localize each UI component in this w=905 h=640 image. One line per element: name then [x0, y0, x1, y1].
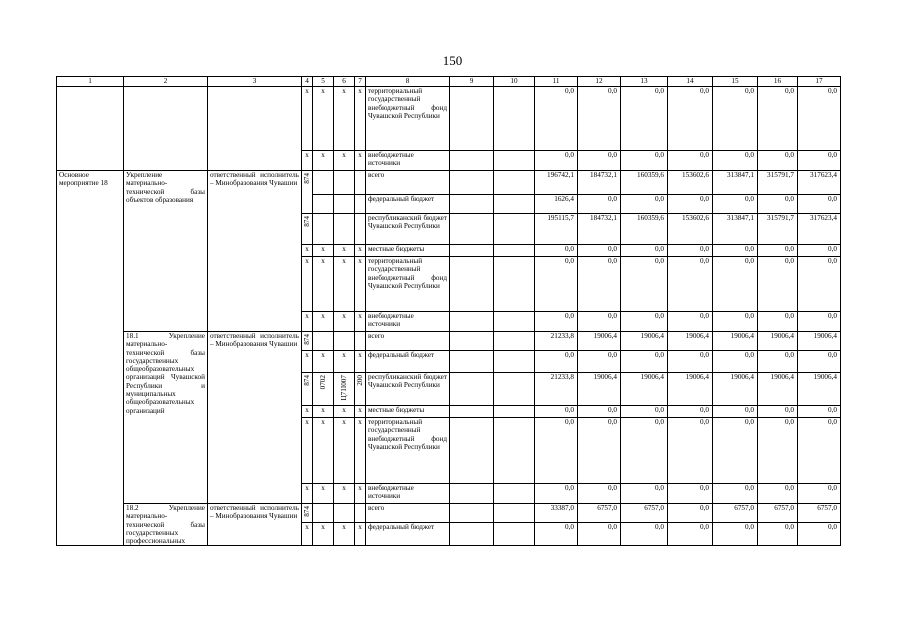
empty-cell	[494, 351, 535, 373]
value-cell: 196742,1	[535, 171, 578, 195]
value-cell: 0,0	[713, 523, 758, 546]
header-row	[57, 77, 841, 87]
value-cell: 0,0	[535, 351, 578, 373]
value-cell: 0,0	[535, 418, 578, 484]
code-cell	[355, 504, 366, 523]
funding-source-cell: федеральный бюджет	[366, 351, 450, 373]
executor-cell: ответственный исполнитель – Минобразования Чувашии	[208, 332, 302, 504]
code-cell	[302, 214, 313, 245]
value-cell: 0,0	[713, 351, 758, 373]
value-cell: 0,0	[758, 406, 798, 418]
x-mark-cell: x	[334, 245, 355, 257]
value-cell: 19006,4	[578, 332, 621, 351]
x-mark-cell: x	[355, 245, 366, 257]
value-cell: 0,0	[578, 484, 621, 504]
funding-source-cell: федеральный бюджет	[366, 195, 450, 214]
value-cell: 21233,8	[535, 332, 578, 351]
header-cell: 3	[208, 77, 302, 87]
code-cell	[355, 171, 366, 195]
header-cell: 7	[355, 77, 366, 87]
value-cell: 6757,0	[798, 504, 841, 523]
code-cell	[313, 171, 334, 195]
code-text: 200	[356, 375, 364, 386]
value-cell: 0,0	[798, 87, 841, 151]
x-mark-cell: x	[355, 406, 366, 418]
header-cell: 12	[578, 77, 621, 87]
x-mark-cell: x	[355, 484, 366, 504]
empty-cell	[450, 195, 494, 214]
x-mark-cell: x	[302, 312, 313, 332]
value-cell: 0,0	[668, 406, 713, 418]
funding-source-cell: территориальный государственный внебюджетный фонд Чувашской Республики	[366, 257, 450, 312]
value-cell: 0,0	[621, 484, 668, 504]
x-mark-cell: x	[302, 257, 313, 312]
table-row	[57, 504, 841, 523]
value-cell: 21233,8	[535, 373, 578, 406]
value-cell: 6757,0	[758, 504, 798, 523]
value-cell: 313847,1	[713, 214, 758, 245]
x-mark-cell: x	[313, 312, 334, 332]
x-mark-cell: x	[355, 257, 366, 312]
x-mark-cell: x	[302, 245, 313, 257]
x-mark-cell: x	[313, 151, 334, 171]
value-cell: 0,0	[713, 312, 758, 332]
header-cell: 14	[668, 77, 713, 87]
value-cell: 195115,7	[535, 214, 578, 245]
code-text: 874	[303, 216, 311, 227]
value-cell: 19006,4	[798, 373, 841, 406]
executor-cell	[208, 87, 302, 171]
value-cell: 0,0	[578, 351, 621, 373]
empty-cell	[355, 195, 366, 214]
value-cell: 0,0	[798, 418, 841, 484]
value-cell: 0,0	[758, 523, 798, 546]
value-cell: 0,0	[578, 245, 621, 257]
code-text: 874	[303, 173, 311, 184]
value-cell: 0,0	[798, 523, 841, 546]
value-cell: 0,0	[798, 245, 841, 257]
value-cell: 0,0	[578, 523, 621, 546]
value-cell: 0,0	[668, 312, 713, 332]
value-cell: 184732,1	[578, 171, 621, 195]
empty-cell	[450, 332, 494, 351]
description-cell	[124, 87, 208, 171]
value-cell: 0,0	[535, 312, 578, 332]
funding-source-cell: внебюджетные источники	[366, 151, 450, 171]
x-mark-cell: x	[313, 245, 334, 257]
value-cell: 1626,4	[535, 195, 578, 214]
code-cell	[334, 171, 355, 195]
x-mark-cell: x	[355, 312, 366, 332]
value-cell: 19006,4	[758, 373, 798, 406]
description-cell: 18.1 Укрепление материально-технической базы государственных общеобразовательных организаций Чувашской Республики и муниципальных общеобразовательных организаций	[124, 332, 208, 504]
empty-cell	[450, 257, 494, 312]
header-cell: 6	[334, 77, 355, 87]
header-cell: 8	[366, 77, 450, 87]
x-mark-cell: x	[313, 351, 334, 373]
empty-cell	[494, 418, 535, 484]
empty-cell	[313, 195, 334, 214]
x-mark-cell: x	[302, 87, 313, 151]
value-cell: 0,0	[668, 245, 713, 257]
code-cell	[313, 214, 334, 245]
empty-cell	[450, 214, 494, 245]
empty-cell	[450, 418, 494, 484]
empty-cell	[494, 87, 535, 151]
x-mark-cell: x	[302, 418, 313, 484]
value-cell: 0,0	[578, 312, 621, 332]
value-cell: 153602,6	[668, 214, 713, 245]
x-mark-cell: x	[334, 257, 355, 312]
funding-source-cell: территориальный государственный внебюджетный фонд Чувашской Республики	[366, 87, 450, 151]
table-row	[57, 87, 841, 151]
value-cell: 0,0	[713, 87, 758, 151]
funding-source-cell: всего	[366, 504, 450, 523]
executor-cell: ответственный исполнитель – Минобразования Чувашии	[208, 171, 302, 332]
value-cell: 0,0	[798, 351, 841, 373]
measure-cell: Основное мероприятие 18	[57, 171, 124, 546]
code-cell	[302, 332, 313, 351]
value-cell: 160359,6	[621, 171, 668, 195]
header-cell: 4	[302, 77, 313, 87]
value-cell: 0,0	[798, 312, 841, 332]
empty-cell	[494, 484, 535, 504]
code-cell	[334, 373, 355, 406]
value-cell: 184732,1	[578, 214, 621, 245]
header-cell: 15	[713, 77, 758, 87]
code-cell	[313, 504, 334, 523]
funding-source-cell: территориальный государственный внебюджетный фонд Чувашской Республики	[366, 418, 450, 484]
empty-cell	[450, 504, 494, 523]
value-cell: 0,0	[578, 257, 621, 312]
value-cell: 317623,4	[798, 214, 841, 245]
value-cell: 0,0	[668, 523, 713, 546]
value-cell: 0,0	[798, 195, 841, 214]
code-cell	[302, 504, 313, 523]
value-cell: 0,0	[713, 257, 758, 312]
x-mark-cell: x	[302, 151, 313, 171]
value-cell: 0,0	[798, 406, 841, 418]
value-cell: 0,0	[713, 484, 758, 504]
empty-cell	[450, 484, 494, 504]
value-cell: 0,0	[621, 523, 668, 546]
empty-cell	[450, 351, 494, 373]
header-cell: 16	[758, 77, 798, 87]
value-cell: 19006,4	[713, 373, 758, 406]
code-cell	[313, 332, 334, 351]
value-cell: 0,0	[713, 195, 758, 214]
value-cell: 19006,4	[621, 332, 668, 351]
value-cell: 0,0	[668, 257, 713, 312]
value-cell: 0,0	[535, 245, 578, 257]
value-cell: 0,0	[621, 351, 668, 373]
value-cell: 19006,4	[668, 332, 713, 351]
empty-cell	[450, 312, 494, 332]
code-cell	[334, 504, 355, 523]
value-cell: 0,0	[668, 504, 713, 523]
header-cell: 9	[450, 77, 494, 87]
header-cell: 13	[621, 77, 668, 87]
value-cell: 19006,4	[621, 373, 668, 406]
x-mark-cell: x	[355, 87, 366, 151]
x-mark-cell: x	[313, 484, 334, 504]
header-cell: 2	[124, 77, 208, 87]
value-cell: 0,0	[798, 257, 841, 312]
budget-table	[56, 76, 841, 546]
value-cell: 0,0	[758, 312, 798, 332]
funding-source-cell: местные бюджеты	[366, 245, 450, 257]
value-cell: 0,0	[758, 418, 798, 484]
x-mark-cell: x	[313, 87, 334, 151]
value-cell: 0,0	[621, 87, 668, 151]
value-cell: 315791,7	[758, 171, 798, 195]
value-cell: 19006,4	[668, 373, 713, 406]
header-cell: 10	[494, 77, 535, 87]
value-cell: 19006,4	[578, 373, 621, 406]
page-number: 150	[442, 53, 463, 68]
measure-cell	[57, 87, 124, 171]
x-mark-cell: x	[334, 484, 355, 504]
empty-cell	[494, 504, 535, 523]
x-mark-cell: x	[355, 151, 366, 171]
table-body	[57, 77, 841, 546]
value-cell: 0,0	[713, 418, 758, 484]
value-cell: 0,0	[578, 406, 621, 418]
x-mark-cell: x	[334, 151, 355, 171]
value-cell: 0,0	[578, 195, 621, 214]
value-cell: 313847,1	[713, 171, 758, 195]
description-cell: Укрепление материально-технической базы объектов образования	[124, 171, 208, 332]
value-cell: 0,0	[668, 484, 713, 504]
x-mark-cell: x	[334, 523, 355, 546]
code-cell	[302, 373, 313, 406]
empty-cell	[450, 87, 494, 151]
empty-cell	[450, 245, 494, 257]
value-cell: 0,0	[668, 418, 713, 484]
empty-cell	[494, 523, 535, 546]
value-cell: 0,0	[578, 151, 621, 171]
value-cell: 0,0	[535, 523, 578, 546]
table-row	[57, 332, 841, 351]
x-mark-cell: x	[313, 257, 334, 312]
header-cell: 11	[535, 77, 578, 87]
value-cell: 33387,0	[535, 504, 578, 523]
value-cell: 0,0	[621, 418, 668, 484]
value-cell: 0,0	[668, 87, 713, 151]
empty-cell	[494, 245, 535, 257]
empty-cell	[450, 523, 494, 546]
code-cell	[302, 171, 313, 214]
value-cell: 315791,7	[758, 214, 798, 245]
empty-cell	[450, 171, 494, 195]
value-cell: 0,0	[798, 484, 841, 504]
value-cell: 6757,0	[578, 504, 621, 523]
funding-source-cell: республиканский бюджет Чувашской Республики	[366, 373, 450, 406]
funding-source-cell: всего	[366, 332, 450, 351]
executor-cell: ответственный исполнитель – Минобразования Чувашии	[208, 504, 302, 546]
x-mark-cell: x	[334, 87, 355, 151]
x-mark-cell: x	[302, 351, 313, 373]
code-text: 874	[303, 506, 311, 517]
code-text: 874	[303, 375, 311, 386]
funding-source-cell: внебюджетные источники	[366, 484, 450, 504]
x-mark-cell: x	[355, 351, 366, 373]
value-cell: 0,0	[621, 195, 668, 214]
value-cell: 0,0	[758, 195, 798, 214]
value-cell: 0,0	[535, 406, 578, 418]
value-cell: 0,0	[713, 151, 758, 171]
value-cell: 19006,4	[713, 332, 758, 351]
value-cell: 6757,0	[713, 504, 758, 523]
funding-source-cell: республиканский бюджет Чувашской Республики	[366, 214, 450, 245]
value-cell: 0,0	[798, 151, 841, 171]
value-cell: 0,0	[621, 151, 668, 171]
table-row	[57, 171, 841, 195]
x-mark-cell: x	[313, 406, 334, 418]
header-cell: 17	[798, 77, 841, 87]
empty-cell	[450, 151, 494, 171]
value-cell: 19006,4	[798, 332, 841, 351]
value-cell: 0,0	[621, 257, 668, 312]
empty-cell	[494, 257, 535, 312]
value-cell: 0,0	[758, 351, 798, 373]
value-cell: 0,0	[621, 406, 668, 418]
value-cell: 0,0	[535, 87, 578, 151]
value-cell: 160359,6	[621, 214, 668, 245]
x-mark-cell: x	[334, 351, 355, 373]
x-mark-cell: x	[334, 418, 355, 484]
value-cell: 0,0	[713, 245, 758, 257]
empty-cell	[494, 312, 535, 332]
funding-source-cell: всего	[366, 171, 450, 195]
value-cell: 0,0	[535, 151, 578, 171]
x-mark-cell: x	[334, 312, 355, 332]
value-cell: 6757,0	[621, 504, 668, 523]
x-mark-cell: x	[302, 406, 313, 418]
description-cell: 18.2 Укрепление материально-технической базы государственных профессиональных	[124, 504, 208, 546]
empty-cell	[494, 332, 535, 351]
header-cell: 5	[313, 77, 334, 87]
empty-cell	[334, 195, 355, 214]
value-cell: 0,0	[668, 195, 713, 214]
x-mark-cell: x	[355, 523, 366, 546]
value-cell: 0,0	[621, 245, 668, 257]
value-cell: 0,0	[758, 245, 798, 257]
value-cell: 0,0	[758, 151, 798, 171]
value-cell: 0,0	[535, 484, 578, 504]
code-cell	[334, 214, 355, 245]
value-cell: 0,0	[668, 151, 713, 171]
code-cell	[355, 332, 366, 351]
x-mark-cell: x	[313, 523, 334, 546]
value-cell: 153602,6	[668, 171, 713, 195]
value-cell: 0,0	[758, 257, 798, 312]
empty-cell	[494, 195, 535, 214]
code-text: Ц71I007	[340, 375, 348, 401]
value-cell: 0,0	[535, 257, 578, 312]
empty-cell	[450, 373, 494, 406]
value-cell: 0,0	[668, 351, 713, 373]
empty-cell	[494, 214, 535, 245]
x-mark-cell: x	[313, 418, 334, 484]
code-text: 874	[303, 334, 311, 345]
value-cell: 0,0	[758, 484, 798, 504]
x-mark-cell: x	[302, 484, 313, 504]
funding-source-cell: местные бюджеты	[366, 406, 450, 418]
code-cell	[355, 214, 366, 245]
code-cell	[355, 373, 366, 406]
x-mark-cell: x	[302, 523, 313, 546]
value-cell: 0,0	[758, 87, 798, 151]
code-cell	[334, 332, 355, 351]
code-cell	[313, 373, 334, 406]
value-cell: 0,0	[578, 418, 621, 484]
empty-cell	[494, 151, 535, 171]
value-cell: 0,0	[621, 312, 668, 332]
funding-source-cell: федеральный бюджет	[366, 523, 450, 546]
header-cell: 1	[57, 77, 124, 87]
empty-cell	[450, 406, 494, 418]
code-text: 0702	[319, 375, 327, 390]
empty-cell	[494, 406, 535, 418]
value-cell: 0,0	[713, 406, 758, 418]
x-mark-cell: x	[355, 418, 366, 484]
value-cell: 0,0	[578, 87, 621, 151]
empty-cell	[494, 171, 535, 195]
value-cell: 19006,4	[758, 332, 798, 351]
empty-cell	[494, 373, 535, 406]
value-cell: 317623,4	[798, 171, 841, 195]
x-mark-cell: x	[334, 406, 355, 418]
funding-source-cell: внебюджетные источники	[366, 312, 450, 332]
